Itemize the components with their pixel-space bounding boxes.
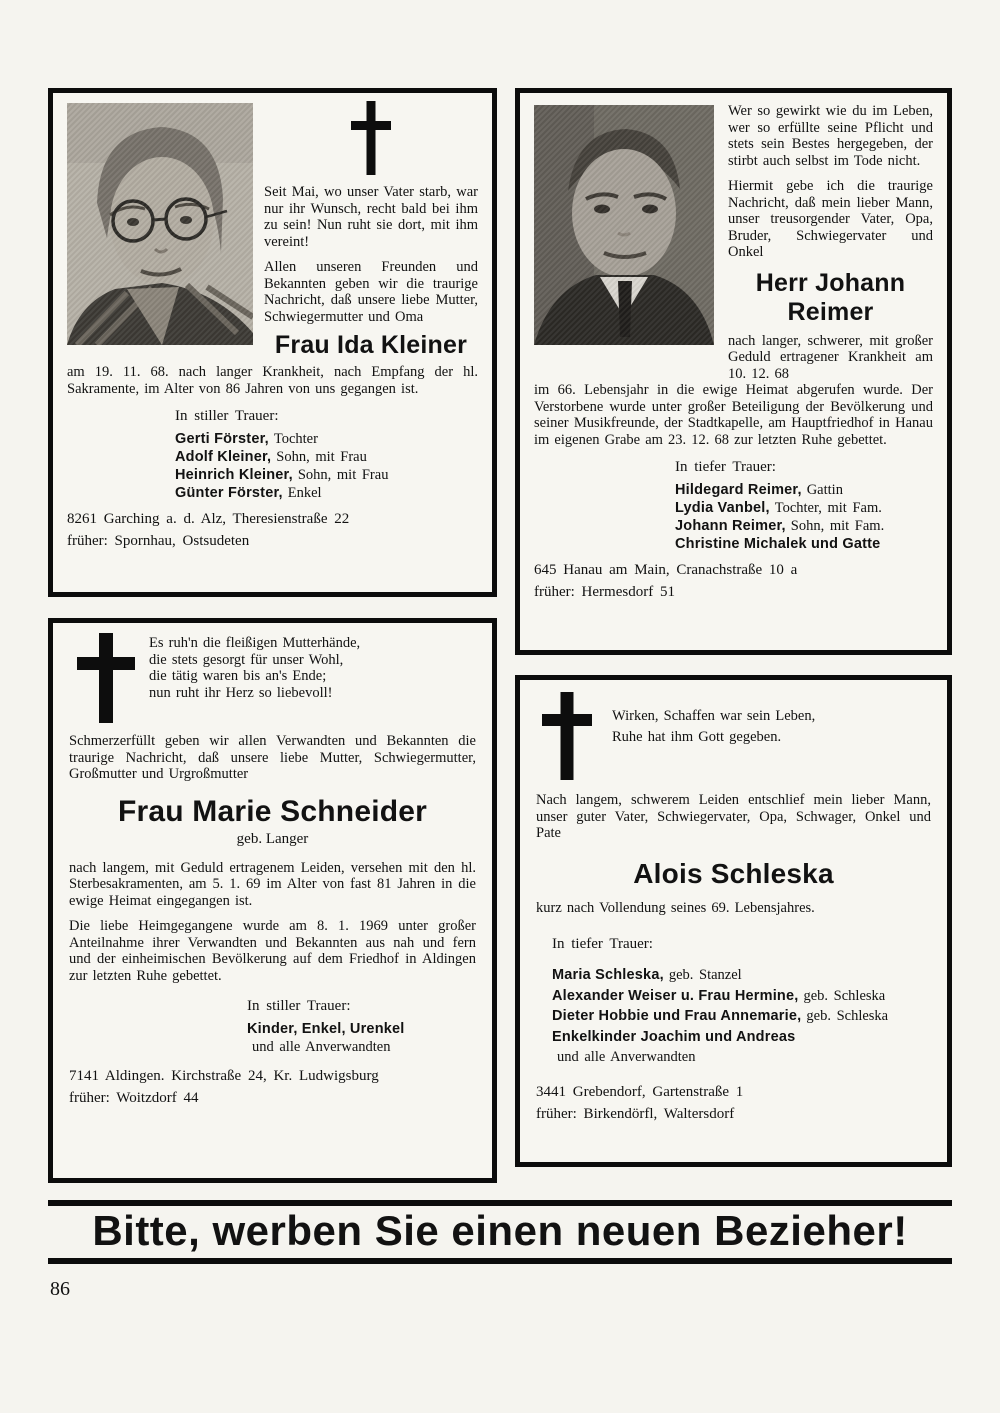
verse-line: Es ruh'n die fleißigen Mutterhände, bbox=[149, 635, 361, 651]
mourner-name: Alexander Weiser u. Frau Hermine, bbox=[552, 987, 799, 1004]
mourner-line bbox=[247, 1038, 476, 1056]
portrait-photo-man bbox=[534, 105, 714, 345]
mourner-name: Heinrich Kleiner, bbox=[175, 467, 293, 483]
details-text: nach langem, mit Geduld ertragenem Leiden, versehen mit den hl. Sterbesakramenten, am 5. 1. 69 im Alter von fast 81 Jahren in die ewige Heimat eingegangen ist. bbox=[69, 859, 476, 909]
details-text: am 19. 11. 68. nach langer Krankheit, nach Empfang der hl. Sakramente, im Alter von 86 Jahren von uns gegangen ist. bbox=[67, 364, 478, 397]
mourner-role: Gattin bbox=[806, 482, 843, 498]
portrait-photo-woman bbox=[67, 103, 253, 345]
mourner-name: Christine Michalek und Gatte bbox=[675, 536, 881, 552]
details-text: im 66. Lebensjahr in die ewige Heimat abgerufen wurde. Der Verstorbene wurde unter großer Beteiligung der Bevölkerung und seiner Musikfreunde, der Stadtkapelle, am Hauptfriedhof in Hanau im eigenen Grabe am 23. 12. 68 zur letzten Ruhe gebettet. bbox=[534, 382, 933, 448]
address-line: 3441 Grebendorf, Gartenstraße 1 bbox=[536, 1083, 744, 1100]
cross-icon bbox=[351, 101, 391, 175]
address-line: 645 Hanau am Main, Cranachstraße 10 a bbox=[534, 562, 798, 578]
details-text-2: Die liebe Heimgegangene wurde am 8. 1. 1969 unter großer Anteilnahme ihrer Verwandten und Bekannten aus nah und fern und der einheimischen Bevölkerung auf dem Friedhof in Aldingen zur letzten Ruhe gebettet. bbox=[69, 918, 476, 984]
mourner-role: Sohn, mit Fam. bbox=[790, 518, 885, 534]
obituary-kleiner bbox=[48, 88, 497, 597]
mourning-intro: In tiefer Trauer: bbox=[552, 936, 653, 952]
mourner-line bbox=[552, 1047, 931, 1068]
mourner-role: und alle Anverwandten bbox=[252, 1039, 391, 1055]
verse-line: Wirken, Schaffen war sein Leben, bbox=[612, 708, 816, 724]
mourner-line bbox=[175, 430, 478, 448]
verse-text: Wer so gewirkt wie du im Leben, wer so erfüllte seine Pflicht und stets sein Bestes hergegeben, der stirbt auch selbst im Tode nicht. bbox=[728, 103, 933, 169]
mourner-role: geb. Schleska bbox=[803, 987, 886, 1004]
mourner-role: und alle Anverwandten bbox=[557, 1049, 696, 1065]
notice-top-section bbox=[534, 103, 933, 382]
mourning-intro: In stiller Trauer: bbox=[175, 408, 279, 424]
announcement-text: Nach langem, schwerem Leiden entschlief mein lieber Mann, unser guter Vater, Schwiegervater, Opa, Schwager, Onkel und Pate bbox=[536, 792, 931, 841]
mourner-name: Dieter Hobbie und Frau Annemarie, bbox=[552, 1008, 802, 1024]
deceased-name: Alois Schleska bbox=[633, 857, 834, 889]
obituary-reimer bbox=[515, 88, 952, 655]
former-address-line: früher: Spornhau, Ostsudeten bbox=[67, 533, 250, 549]
mourner-line bbox=[175, 448, 478, 466]
mourner-name: Lydia Vanbel, bbox=[675, 500, 770, 516]
mourner-role: Sohn, mit Frau bbox=[297, 467, 389, 483]
mourner-line bbox=[175, 484, 478, 502]
verse-line: nun ruht ihr Herz so liebevoll! bbox=[149, 684, 333, 701]
mourner-name: Maria Schleska, bbox=[552, 967, 664, 983]
mourner-list bbox=[247, 1020, 476, 1056]
maiden-name: geb. Langer bbox=[236, 830, 309, 847]
mourner-name: Gerti Förster, bbox=[175, 431, 269, 447]
verse-section bbox=[69, 633, 476, 723]
verse-text: Seit Mai, wo unser Vater starb, war nur ihr Wunsch, recht bald bei ihm zu sein! Nun ruht sie dort, mit ihm vereint! bbox=[264, 184, 478, 250]
notice-top-section bbox=[67, 101, 478, 360]
verse-line: die tätig waren bis an's Ende; bbox=[149, 668, 327, 684]
mourner-role: Sohn, mit Frau bbox=[276, 449, 367, 465]
former-address-line: früher: Hermesdorf 51 bbox=[534, 584, 675, 600]
mourning-intro: In stiller Trauer: bbox=[247, 998, 351, 1014]
mourner-line bbox=[552, 1006, 931, 1027]
mourner-line bbox=[247, 1020, 476, 1038]
mourner-name: Johann Reimer, bbox=[675, 518, 786, 534]
deceased-name: Herr Johann Reimer bbox=[755, 268, 906, 326]
mourner-line bbox=[675, 499, 933, 517]
verse-section bbox=[536, 692, 931, 780]
mourner-role: geb. Schleska bbox=[806, 1008, 889, 1024]
mourner-role: Enkel bbox=[287, 485, 322, 501]
obituary-schneider bbox=[48, 618, 497, 1183]
mourner-name: Günter Förster, bbox=[175, 485, 283, 501]
mourner-role: Tochter bbox=[273, 431, 318, 447]
former-address-line: früher: Birkendörfl, Waltersdorf bbox=[536, 1105, 735, 1122]
address-line: 7141 Aldingen. Kirchstraße 24, Kr. Ludwigsburg bbox=[69, 1068, 379, 1084]
mourner-line bbox=[675, 481, 933, 499]
announcement-text: Hiermit gebe ich die traurige Nachricht, daß mein lieber Mann, unser treusorgender Vater, Opa, Bruder, Schwiegervater und Onkel bbox=[728, 178, 933, 260]
details-column-text: nach langer, schwerer, mit großer Geduld ertragener Krankheit am 10. 12. 68 bbox=[728, 332, 933, 382]
mourner-line bbox=[175, 466, 478, 484]
announcement-text: Allen unseren Freunden und Bekannten geben wir die traurige Nachricht, daß unsere liebe Mutter, Schwiegermutter und Oma bbox=[264, 259, 478, 325]
former-address-line: früher: Woitzdorf 44 bbox=[69, 1090, 199, 1106]
mourner-list bbox=[175, 430, 478, 502]
mourner-role: Tochter, mit Fam. bbox=[774, 500, 882, 516]
address-line: 8261 Garching a. d. Alz, Theresienstraße 22 bbox=[67, 511, 350, 527]
mourner-list bbox=[675, 481, 933, 553]
deceased-name: Frau Marie Schneider bbox=[117, 794, 428, 828]
cross-icon bbox=[77, 633, 135, 723]
verse-line: die stets gesorgt für unser Wohl, bbox=[149, 651, 344, 668]
mourning-intro: In tiefer Trauer: bbox=[675, 459, 776, 475]
mourner-role: geb. Stanzel bbox=[668, 967, 742, 983]
mourner-line bbox=[675, 517, 933, 535]
mourner-list bbox=[552, 965, 931, 1068]
details-text: kurz nach Vollendung seines 69. Lebensjahres. bbox=[536, 899, 815, 916]
subscription-banner: Bitte, werben Sie einen neuen Bezieher! bbox=[48, 1200, 952, 1264]
mourner-name: Kinder, Enkel, Urenkel bbox=[247, 1021, 405, 1037]
verse-line: Ruhe hat ihm Gott gegeben. bbox=[612, 729, 782, 745]
announcement-text: Schmerzerfüllt geben wir allen Verwandten und Bekannten die traurige Nachricht, daß unsere liebe Mutter, Schwiegermutter, Großmutter und Urgroßmutter bbox=[69, 733, 476, 782]
mourner-name: Hildegard Reimer, bbox=[675, 482, 802, 498]
mourner-line bbox=[552, 965, 931, 986]
page-number: 86 bbox=[50, 1278, 70, 1300]
mourner-name: Enkelkinder Joachim und Andreas bbox=[552, 1028, 796, 1045]
mourner-name: Adolf Kleiner, bbox=[175, 449, 272, 465]
deceased-name: Frau Ida Kleiner bbox=[274, 331, 468, 359]
obituary-schleska bbox=[515, 675, 952, 1167]
cross-icon bbox=[542, 692, 592, 780]
mourner-line bbox=[552, 1027, 931, 1048]
mourner-line bbox=[552, 986, 931, 1007]
mourner-line bbox=[675, 535, 933, 553]
